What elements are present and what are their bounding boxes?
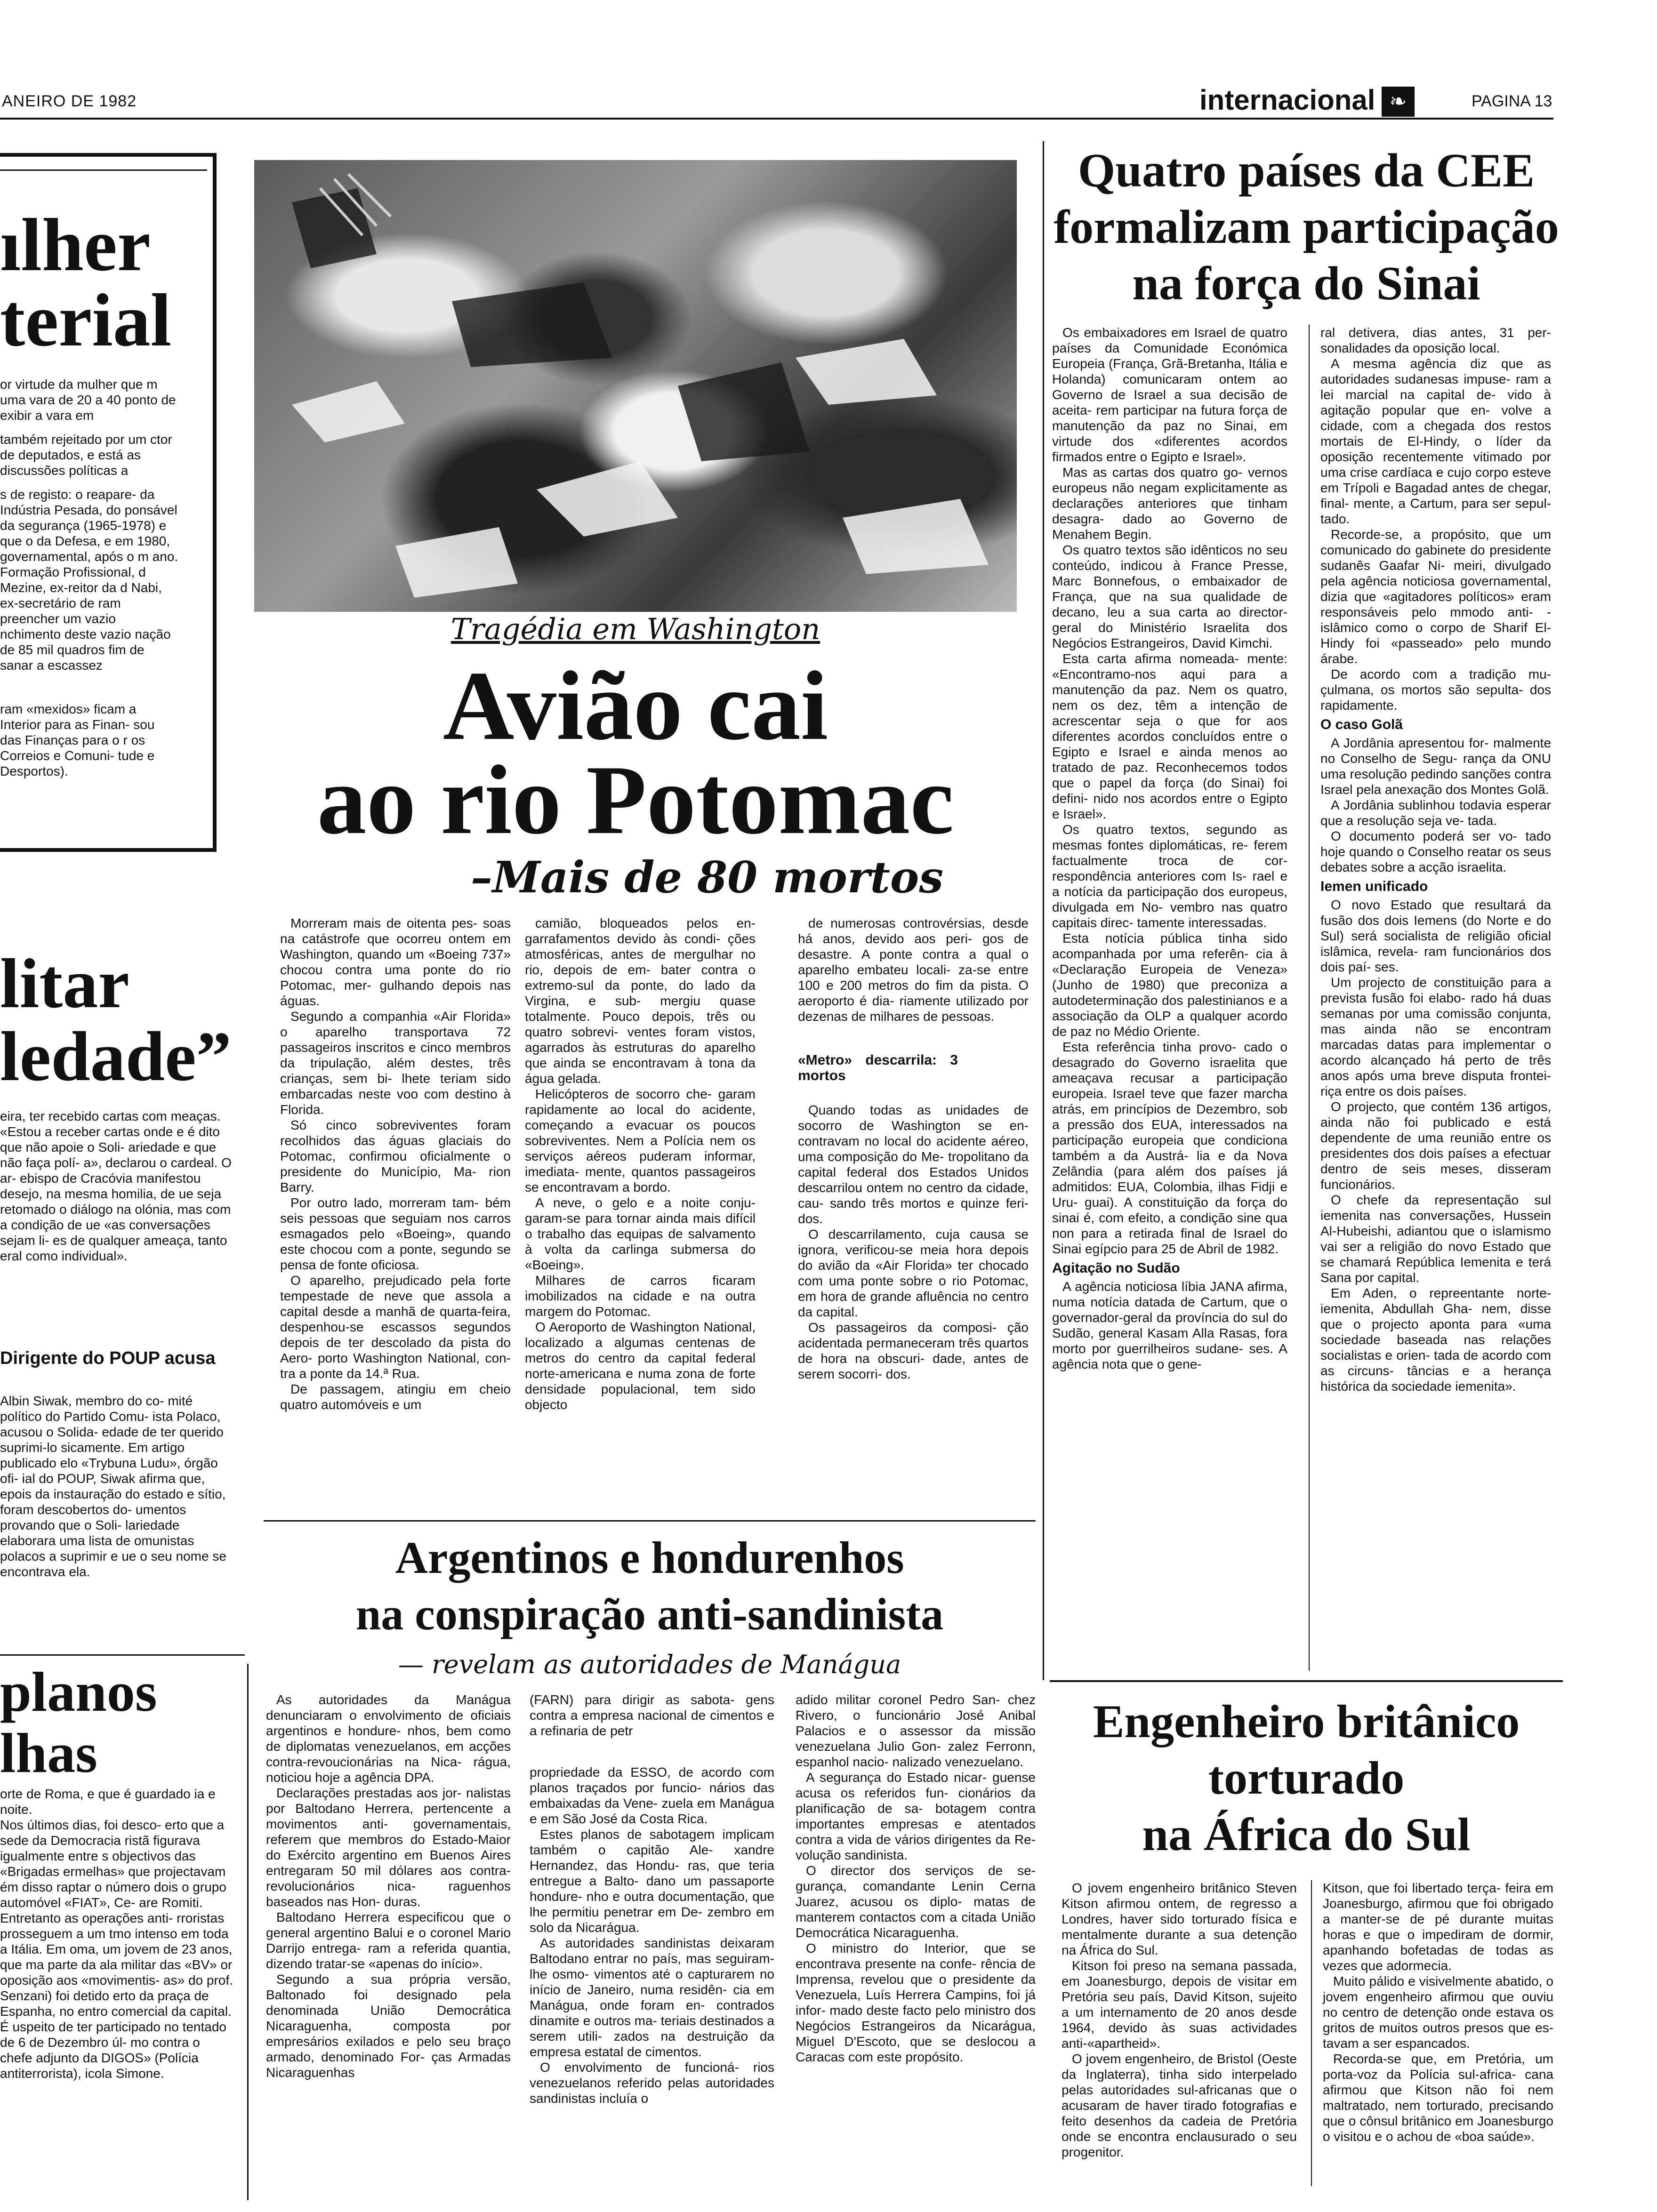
- main-col-1: [280, 915, 511, 1412]
- vertical-rule-main: [1043, 141, 1044, 1680]
- paragraph: Por outro lado, morreram tam- bém seis pessoas que seguiam nos carros esmagados pelo «Boeing», quando este chocou com a ponte, segundo se pensa de fonte oficiosa.: [280, 1195, 511, 1272]
- main-headline-line2: ao rio Potomac: [317, 745, 954, 855]
- arg-col-2: [530, 1692, 774, 2106]
- paragraph: Quando todas as unidades de socorro de Washington se en- contravam no local do acidente aéreo, uma composição do Me- tropolitano da capital federal dos Estados Unidos descarrilou ontem no centro da cidade, cau- sando três mortos e quinze feri- dos.: [798, 1103, 1029, 1226]
- paragraph: propriedade da ESSO, de acordo com planos traçados por funcio- nários das embaixadas da Vene- zuela em Manágua e em São José da Costa Rica.: [530, 1765, 774, 1826]
- paragraph: Muito pálido e visivelmente abatido, o jovem engenheiro afirmou que ouviu no centro de detenção onde estava os gritos de muitos outros presos que es- tavam a ser espancados.: [1323, 1974, 1553, 2051]
- cee-headline-line1: Quatro países da CEE: [1078, 144, 1535, 197]
- main-deck: –Mais de 80 mortos: [471, 852, 944, 903]
- main-col-2: [525, 915, 756, 1412]
- cee-headline-line2: formalizam participação: [1054, 200, 1559, 254]
- paragraph: O Aeroporto de Washington National, localizado a algumas centenas de metros do centro da capital federal norte-americana e numa zona de forte densidade populacional, tem sido objecto: [525, 1320, 756, 1412]
- page-number: PAGINA 13: [1472, 92, 1552, 110]
- paragraph: A Jordânia apresentou for- malmente no Conselho de Segu- rança da ONU uma resolução pedindo sanções contra Israel pela anexação dos Montes Golã.: [1320, 736, 1551, 797]
- left-box-headline-1: ılher: [0, 203, 151, 287]
- paragraph: Formação Profissional, d Mezine, ex-reitor da d Nabi, ex-secretário de ram preencher um vazio nchimento deste vazio nação de 85 mil quadros fim de sanar a escassez: [0, 565, 171, 673]
- paragraph: A mesma agência diz que as autoridades sudanesas impuse- ram a lei marcial na capital de- vido à agitação popular que en- volve a cidade, com a chegada dos restos mortais de El-Hindy, o líder da oposição recentemente vitimado por uma crise cardíaca e cujo corpo esteve em Trípoli e Bagadad antes de chegar, final- mente, a Cartum, para ser sepul- tado.: [1320, 356, 1551, 526]
- paragraph: Os embaixadores em Israel de quatro países da Comunidade Económica Europeia (França, Grã-Bretanha, Itália e Holanda) comunicaram ontem ao Governo de Israel a sua decisão de aceita- rem participar na futura força de manutenção da paz no Sinai, em virtude dos «diferentes acordos firmados entre o Egipto e Israel».: [1052, 325, 1287, 464]
- cee-headline-line3: na força do Sinai: [1132, 257, 1480, 310]
- paragraph: ral detivera, dias antes, 31 per- sonalidades da oposição local.: [1320, 325, 1551, 355]
- left-box-headline-2: terial: [0, 278, 172, 362]
- left-section2-text: [0, 1108, 235, 1264]
- eng-col-1: [1062, 1880, 1297, 2160]
- paragraph: orte de Roma, e que é guardado ia e noite.: [0, 1787, 216, 1817]
- paragraph: or virtude da mulher que m uma vara de 20 a 40 ponto de exibir a vara em: [0, 377, 176, 423]
- paragraph: Os passageiros da composi- ção acidentada permaneceram três quartos de hora na obscuri- dade, antes de serem socorri- dos.: [798, 1320, 1029, 1381]
- crash-photo: [254, 160, 1017, 612]
- paragraph: Baltodano Herrera especificou que o general argentino Balui e o coronel Mario Darrijo entrega- ram a referida quantia, dizendo tratar-se «apenas do início».: [266, 1910, 511, 1971]
- paragraph: Morreram mais de oitenta pes- soas na catástrofe que ocorreu ontem em Washington, quando um «Boeing 737» chocou contra uma ponte do rio Potomac, mer- gulhando depois nas águas.: [280, 916, 511, 1008]
- left-section4-text: [0, 1786, 235, 2081]
- paragraph: também rejeitado por um ctor de deputados, e está as discussões políticas a: [0, 432, 172, 478]
- eng-column-rule: [1311, 1880, 1312, 2186]
- paragraph: A Jordânia sublinhou todavia esperar que a resolução seja ve- tada.: [1320, 798, 1551, 828]
- paragraph: De acordo com a tradição mu- çulmana, os mortos são sepulta- dos rapidamente.: [1320, 667, 1551, 713]
- main-kicker: Tragédia em Washington: [450, 612, 820, 646]
- paragraph: Um projecto de constituição para a prevista fusão foi elabo- rado há duas semanas por uma comissão conjunta, mas ainda não se encontram marcadas datas para implementar o acordo alcançado há perto de três anos após uma breve disputa frontei- riça entre os dois países.: [1320, 975, 1551, 1098]
- paragraph: Mas as cartas dos quatro go- vernos europeus não negam explicitamente as declarações anteriores que tinham desagra- dado ao Governo de Menahem Begin.: [1052, 465, 1287, 542]
- eng-col-2: [1323, 1880, 1553, 2144]
- paragraph: O jovem engenheiro, de Bristol (Oeste da Inglaterra), tinha sido interpelado pelas autoridades sul-africanas que o acusaram de haver tirado fotografias e feito desenhos da cadeia de Pretória onde se encontra enclausurado o seu progenitor.: [1062, 2052, 1297, 2159]
- paragraph: Kitson foi preso na semana passada, em Joanesburgo, depois de visitar em Pretória seu país, David Kitson, sujeito a um internamento de 20 anos desde 1964, devido às suas actividades anti-«apartheid».: [1062, 1958, 1297, 2051]
- left-headline-ilhas: lhas: [0, 1722, 97, 1784]
- mid-divider: [264, 1520, 1036, 1522]
- paragraph: Declarações prestadas aos jor- nalistas por Baltodano Herrera, pertencente a movimentos anti- governamentais, referem que membros do Estado-Maior do Exército argentino em Buenos Aires entregaram 50 mil dólares aos contra-revolucionários nica- raguenhos baseados nas Hon- duras.: [266, 1786, 511, 1909]
- left-headline-planos: planos: [0, 1660, 157, 1723]
- left-headline-militar: litar: [0, 945, 129, 1023]
- header-date: ANEIRO DE 1982: [2, 92, 137, 110]
- header-rule: [0, 118, 1553, 120]
- paragraph: O documento poderá ser vo- tado hoje quando o Conselho reatar os seus debates sobre a acção israelita.: [1320, 829, 1551, 874]
- paragraph: s de registo: o reapare- da Indústria Pesada, do ponsável da segurança (1965-1978) e que o da Defesa, e em 1980, governamental, após o m ano.: [0, 487, 178, 564]
- arg-deck: — revelam as autoridades de Manágua: [398, 1650, 901, 1679]
- cee-col-1: [1052, 325, 1287, 1372]
- paragraph: A segurança do Estado nicar- guense acusa os referidos fun- cionários da planificação de sa- botagem contra importantes empresas e atentados contra a vida de vários dirigentes da Re- volução sandinista.: [796, 1770, 1036, 1862]
- paragraph: As autoridades sandinistas deixaram Baltodano entrar no país, mas seguiram-lhe osmo- vimentos até o capturarem no início de Janeiro, numa residên- cia em Manágua, onde foram en- contrados dinamite e outros ma- teriais destinados a serem utili- zados na destruição da empresa estatal de cimentos.: [530, 1936, 774, 2059]
- paragraph: De passagem, atingiu em cheio quatro automóveis e um: [280, 1382, 511, 1412]
- paragraph: Esta carta afirma nomeada- mente: «Encontramo-nos aqui para a manutenção da paz. Nem os quatro, nem os dez, têm a intenção de acrescentar seja o que for aos diferentes acordos concluídos entre o Egipto e Israel e ainda menos ao tratado de paz. Reconhecemos todos que o papel da força (do Sinai) foi defini- nido nos acordos entre o Egipto e Israel».: [1052, 651, 1287, 821]
- paragraph: O director dos serviços de se- gurança, comandante Lenin Cerna Juarez, acusou os diplo- matas de manterem contactos com a citada União Democrática Nicaraguenha.: [796, 1863, 1036, 1940]
- cee-column-rule: [1309, 325, 1310, 1671]
- left-subheading: Dirigente do POUP acusa: [0, 1348, 216, 1368]
- paragraph: O aparelho, prejudicado pela forte tempestade de neve que assola a capital desde a manhã de quarta-feira, despenhou-se escassos segundos depois de ter descolado da pista do Aero- porto Washington National, con- tra a ponte da 14.ª Rua.: [280, 1273, 511, 1381]
- paragraph: Os quatro textos são idênticos no seu conteúdo, indicou à France Presse, Marc Bonnefous, o embaixador de França, que na sua qualidade de decano, leu a sua carta ao director-geral do Ministério Israelita dos Negócios Estrangeiros, David Kimchi.: [1052, 543, 1287, 650]
- arg-headline-line2: na conspiração anti-sandinista: [355, 1589, 944, 1639]
- left-box-text: [0, 377, 179, 779]
- paragraph: eira, ter recebido cartas com meaças.: [0, 1109, 221, 1123]
- left-box-inner-rule: [0, 169, 207, 171]
- paragraph: O chefe da representação sul iemenita nas conversações, Hussein Al-Hubeishi, adiantou que o islamismo vai ser a religião do novo Estado que se chamará República Iemenita e terá Sana por capital.: [1320, 1193, 1551, 1285]
- paragraph: O projecto, que contém 136 artigos, ainda não foi publicado e está dependente de uma reunião entre os presidentes dos dois países a efectuar dentro de seis meses, disseram funcionários.: [1320, 1099, 1551, 1192]
- eng-headline-line2: torturado: [1208, 1752, 1405, 1804]
- paragraph: Esta referência tinha provo- cado o desagrado do Governo israelita que ameaçava recusar a participação europeia. Israel teve que fazer marcha atrás, em princípios de Dezembro, sob a pressão dos EUA, interessados na participação europeia que condiciona também a da Austrá- lia e da Nova Zelândia (para além dos países já admitidos: EUA, Colombia, ilhas Fidji e Uru- guai). A constituição da força do sinai é, com efeito, a condição sine qua non para a retirada final de Israel do Sinai egípcio para 25 de Abril de 1982.: [1052, 1040, 1287, 1256]
- sudao-subheading: Agitação no Sudão: [1052, 1260, 1180, 1276]
- paragraph: «Estou a receber cartas onde e é dito que não apoie o Soli- ariedade e que não faça polí- a», declarou o cardeal. O ar- ebispo de Cracóvia manifestou desejo, na mesma homilia, de ue seja retomado o diálogo na olónia, mas com a condição de ue «as conversações sejam li- es de qualquer ameaça, tanto eral como individual».: [0, 1124, 232, 1263]
- metro-subheading: «Metro» descarrila: 3 mortos: [798, 1052, 958, 1083]
- paragraph: Albin Siwak, membro do co- mité político do Partido Comu- ista Polaco, acusou o Solida- edade de ter querido suprimi-lo sicamente. Em artigo publicado elo «Trybuna Ludu», órgão ofi- ial do POUP, Siwak afirma que, epois da instauração do estado e sítio, foram descobertos do- umentos provando que o Soli- lariedade elaborara uma lista de omunistas polacos a suprimir e ue o seu nome se encontrava ela.: [0, 1394, 226, 1579]
- paragraph: O envolvimento de funcioná- rios venezuelanos referido pelas autoridades sandinistas incluía o: [530, 2060, 774, 2106]
- paragraph: adido militar coronel Pedro San- chez Rivero, o funcionário José Anibal Palacios e o assessor da missão venezuelana Julio Gon- zalez Ferronn, espanhol nacio- nalizado venezuelano.: [796, 1692, 1036, 1769]
- paragraph: O jovem engenheiro britânico Steven Kitson afirmou ontem, de regresso a Londres, haver sido torturado física e mentalmente durante a sua detenção na África do Sul.: [1062, 1881, 1297, 1957]
- paragraph: Recorde-se, a propósito, que um comunicado do gabinete do presidente sudanês Gaafar Ni- meiri, divulgado pela agência noticiosa governamental, dizia que «agitadores políticos» eram responsáveis pelo mmodo anti- -islâmico como o corpo de Sharif El-Hindy foi «passeado» pelo mundo árabe.: [1320, 527, 1551, 666]
- paragraph: camião, bloqueados pelos en- garrafamentos devido às condi- ções atmosféricas, antes de mergulhar no rio, depois de em- bater contra o extremo-sul da ponte, do lado da Virgina, e sub- mergiu quase totalmente. Pouco depois, três ou quatro sobrevi- ventes foram vistos, agarrados às estruturas do aparelho que ainda se encontravam à tona da água gelada.: [525, 916, 756, 1086]
- section-label: internacional: [1199, 84, 1375, 116]
- cee-col-2: [1320, 325, 1551, 1394]
- left-section3-text: [0, 1393, 235, 1579]
- arg-headline-line1: Argentinos e hondurenhos: [395, 1532, 904, 1583]
- paragraph: ram «mexidos» ficam a Interior para as Finan- sou das Finanças para o r os Correios e Comuni- tude e Desportos).: [0, 702, 155, 778]
- arg-col-1: [266, 1692, 511, 2080]
- right-divider: [1050, 1680, 1563, 1682]
- left-column-rule: [247, 1664, 249, 2200]
- paragraph: Milhares de carros ficaram imobilizados na cidade e na outra margem do Potomac.: [525, 1273, 756, 1319]
- eng-headline-line3: na África do Sul: [1142, 1808, 1471, 1860]
- paragraph: Helicópteros de socorro che- garam rapidamente ao local do acidente, começando a evacuar os poucos sobreviventes. Nem a Polícia nem os serviços aéreos puderam informar, imediata- mente, quantos passageiros se encontravam a bordo.: [525, 1087, 756, 1194]
- paragraph: Nos últimos dias, foi desco- erto que a sede da Democracia ristã figurava igualmente entre s objectivos das «Brigadas ermelhas» que projectavam ém disso raptar o número dois o grupo automóvel «FIAT», Ce- are Romiti.: [0, 1818, 226, 1910]
- paragraph: A neve, o gelo e a noite conju- garam-se para tornar ainda mais difícil o trabalho das equipas de salvamento à volta da carlinga submersa do «Boeing».: [525, 1195, 756, 1272]
- paragraph: A agência noticiosa líbia JANA afirma, numa notícia datada de Cartum, que o governador-geral da província do sul do Sudão, general Kasam Alla Rasas, fora morto por guerrilheiros sudane- ses. A agência nota que o gene-: [1052, 1279, 1287, 1371]
- paragraph: Os quatro textos, segundo as mesmas fontes diplomáticas, re- ferem factualmente troca de cor- respondência anteriores com Is- rael e a notícia da participação dos europeus, divulgada em No- vembro nas quatro capitais direc- tamente interessadas.: [1052, 822, 1287, 930]
- main-headline-line1: Avião cai: [442, 651, 828, 761]
- newspaper-logo-icon: ❧: [1382, 87, 1415, 117]
- paragraph: (FARN) para dirigir as sabota- gens contra a empresa nacional de cimentos e a refinaria de petr: [530, 1692, 774, 1738]
- paragraph: As autoridades da Manágua denunciaram o envolvimento de oficiais argentinos e hondure- nhos, bem como de diplomatas venezuelanos, em acções contra-revoucionárias na Nica- rágua, noticiou hoje a agência DPA.: [266, 1692, 511, 1785]
- paragraph: Kitson, que foi libertado terça- feira em Joanesburgo, afirmou que foi obrigado a manter-se de pé durante muitas horas e que o impediram de dormir, apanhando bofetadas de todas as vezes que adormecia.: [1323, 1881, 1553, 1973]
- paragraph: Entretanto as operações anti- rroristas prosseguem a um tmo intenso em toda a Itália. Em oma, um jovem de 23 anos, que ma parte da ala militar das «BV» or oposição aos «movimentis- as» do prof. Senzani) foi detido erto da praça de Espanha, no entro comercial da capital. É uspeito de ter participado no tentado de 6 de Dezembro úl- mo contra o chefe adjunto da DIGOS» (Polícia antiterrorista), icola Simone.: [0, 1911, 233, 2081]
- paragraph: O ministro do Interior, que se encontrava presente na confe- rência de Imprensa, revelou que o presidente da Venezuela, Luís Herrera Campins, foi já infor- mado deste facto pelo ministro dos Negócios Estrangeiros da Nicarágua, Miguel D'Escoto, que se deslocou a Caracas com este propósito.: [796, 1941, 1036, 2064]
- main-col-3: [798, 915, 1029, 1382]
- paragraph: O descarrilamento, cuja causa se ignora, verificou-se meia hora depois do avião da «Air Florida» ter chocado com uma ponte sobre o rio Potomac, em hora de grande afluência no centro da capital.: [798, 1227, 1029, 1319]
- eng-headline-line1: Engenheiro britânico: [1093, 1695, 1520, 1747]
- paragraph: Esta notícia pública tinha sido acompanhada por uma referên- cia à «Declaração Europeia de Veneza» (Junho de 1980) que preconiza a autodeterminação dos palestinianos e a associação da OLP a qualquer acordo de paz no Médio Oriente.: [1052, 931, 1287, 1039]
- paragraph: Em Aden, o repreentante norte-iemenita, Abdullah Gha- nem, disse que o projecto aponta para «uma sociedade baseada nas relações socialistas e orien- tada de acordo com as circuns- tâncias e a herança histórica da sociedade iemenita».: [1320, 1286, 1551, 1394]
- paragraph: Segundo a companhia «Air Florida» o aparelho transportava 72 passageiros inscritos e cinco membros da tripulação, além destes, três crianças, sem bi- lhete teriam sido embarcadas neste voo com destino à Florida.: [280, 1009, 511, 1117]
- left-divider: [0, 1654, 245, 1656]
- arg-col-3: [796, 1692, 1036, 2065]
- iemen-subheading: Iemen unificado: [1320, 879, 1428, 894]
- paragraph: de numerosas controvérsias, desde há anos, devido aos peri- gos de desastre. A ponte contra a qual o aparelho embateu locali- za-se entre 100 e 200 metros do fim da pista. O aeroporto é dia- riamente utilizado por dezenas de milhares de pessoas.: [798, 916, 1029, 1024]
- gola-subheading: O caso Golã: [1320, 717, 1403, 732]
- paragraph: Segundo a sua própria versão, Baltonado foi designado pela denominada União Democrática Nicaraguenha, composta por empresários exilados e pelo seu braço armado, denominado For- ças Armadas Nicaraguenhas: [266, 1972, 511, 2080]
- paragraph: Só cinco sobreviventes foram recolhidos das águas glaciais do Potomac, confirmou oficialmente o presidente do Município, Ma- rion Barry.: [280, 1118, 511, 1194]
- paragraph: O novo Estado que resultará da fusão dos dois Iemens (do Norte e do Sul) será socialista de religião oficial islâmica, revela- ram funcionários dos dois paí- ses.: [1320, 898, 1551, 974]
- paragraph: Estes planos de sabotagem implicam também o capitão Ale- xandre Hernandez, das Hondu- ras, que teria entregue a Balto- dano um passaporte hondure- nho e outra documentação, que lhe permitiu penetrar em De- zembro em solo da Nicarágua.: [530, 1827, 774, 1935]
- paragraph: Recorda-se que, em Pretória, um porta-voz da Polícia sul-africa- cana afirmou que Kitson não foi nem maltratado, nem torturado, precisando que o cônsul britânico em Joanesburgo o visitou e o achou de «boa saúde».: [1323, 2052, 1553, 2144]
- left-headline-sociedade: ledade”: [0, 1018, 232, 1096]
